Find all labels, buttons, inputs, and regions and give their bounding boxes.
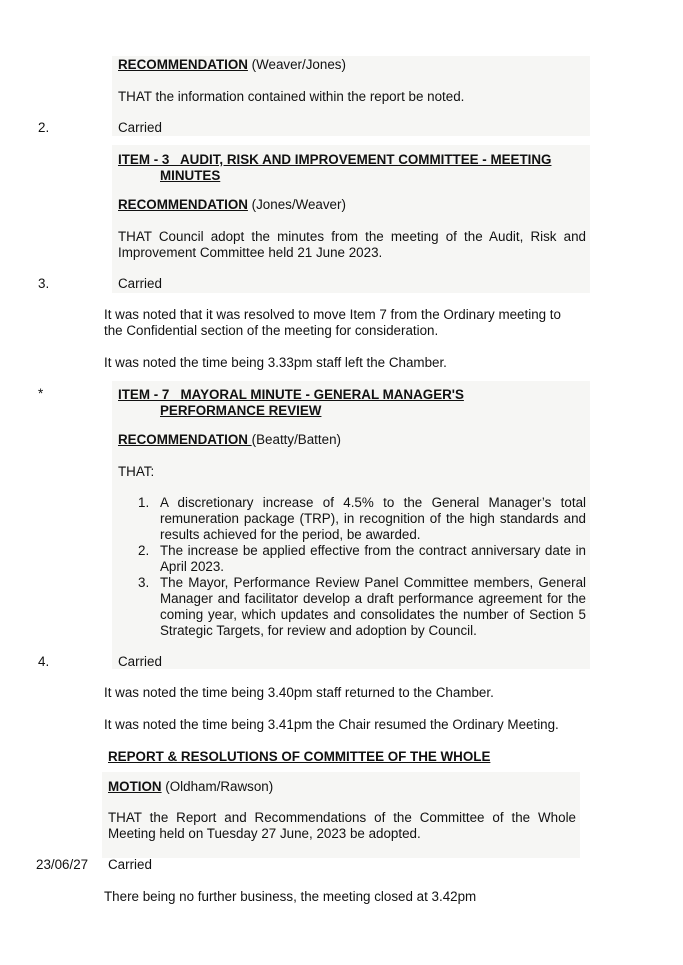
recommendation-text-2-line1: THAT Council adopt the minutes from the meeting of the Audit, Risk and <box>118 229 586 244</box>
item-3-heading-line2: MINUTES <box>160 168 221 183</box>
recommendation-line-3 <box>118 432 341 448</box>
motion-movers: (Oldham/Rawson) <box>161 779 274 794</box>
recommendation-label: RECOMMENDATION <box>118 57 248 72</box>
recommendation-movers: (Weaver/Jones) <box>247 57 346 72</box>
item-7-heading-line1: ITEM - 7 MAYORAL MINUTE - GENERAL MANAGER'S <box>118 387 464 402</box>
list-item-line: Strategic Targets, for review and adoption by Council. <box>160 623 477 638</box>
item-3-heading-line1: ITEM - 3 AUDIT, RISK AND IMPROVEMENT COMMITTEE - MEETING <box>118 152 552 167</box>
recommendation-line-2 <box>118 197 346 213</box>
recommendation-list <box>138 495 586 639</box>
carried-label-4: Carried <box>118 654 162 669</box>
recommendation-label: RECOMMENDATION <box>118 197 248 212</box>
list-item-line: Manager and facilitator develop a draft performance agreement for the <box>160 591 586 606</box>
recommendation-movers: (Jones/Weaver) <box>247 197 346 212</box>
resolution-number-3: 3. <box>38 276 50 291</box>
resolution-number-2: 2. <box>38 120 50 135</box>
list-item-line: April 2023. <box>160 559 225 574</box>
meeting-closed-note: There being no further business, the meeting closed at 3.42pm <box>104 889 477 904</box>
note-staff-returned: It was noted the time being 3.40pm staff returned to the Chamber. <box>104 685 494 700</box>
list-item-line: coming year, which updates and consolidates the number of Section 5 <box>160 607 586 622</box>
carried-label-2: Carried <box>118 120 162 135</box>
list-item-line: A discretionary increase of 4.5% to the General Manager’s total <box>160 495 586 510</box>
motion-label: MOTION <box>108 779 162 794</box>
carried-label-3: Carried <box>118 276 162 291</box>
recommendation-label: RECOMMENDATION <box>118 432 252 447</box>
list-item-number: 2. <box>138 543 150 558</box>
note-move-item-line1: It was noted that it was resolved to move Item 7 from the Ordinary meeting to <box>104 307 561 322</box>
motion-line <box>108 779 273 795</box>
resolution-number-4: 4. <box>38 654 50 669</box>
recommendation-movers: (Beatty/Batten) <box>251 432 341 447</box>
committee-of-whole-heading: REPORT & RESOLUTIONS OF COMMITTEE OF THE WHOLE <box>108 749 491 764</box>
list-item <box>138 543 586 575</box>
list-item <box>138 495 586 543</box>
recommendation-text-1: THAT the information contained within the report be noted. <box>118 89 465 104</box>
list-item-number: 1. <box>138 495 150 510</box>
note-chair-resumed: It was noted the time being 3.41pm the Chair resumed the Ordinary Meeting. <box>104 717 559 732</box>
recommendation-text-2-line2: Improvement Committee held 21 June 2023. <box>118 245 383 260</box>
note-staff-left: It was noted the time being 3.33pm staff left the Chamber. <box>104 355 447 370</box>
list-item-line: results achieved for the period, be awarded. <box>160 527 421 542</box>
motion-text-line2: Meeting held on Tuesday 27 June, 2023 be adopted. <box>108 826 421 841</box>
note-move-item-line2: the Confidential section of the meeting for consideration. <box>104 323 439 338</box>
that-label: THAT: <box>118 464 155 479</box>
confidential-marker: * <box>38 386 44 401</box>
recommendation-line-1 <box>118 57 346 73</box>
list-item <box>138 575 586 639</box>
list-item-line: The Mayor, Performance Review Panel Committee members, General <box>160 575 586 590</box>
list-item-number: 3. <box>138 575 150 590</box>
list-item-line: remuneration package (TRP), in recognition of the high standards and <box>160 511 586 526</box>
item-7-heading-line2: PERFORMANCE REVIEW <box>160 403 322 418</box>
carried-label-23-06-27: Carried <box>108 857 152 872</box>
list-item-line: The increase be applied effective from the contract anniversary date in <box>160 543 586 558</box>
resolution-number-23-06-27: 23/06/27 <box>36 857 89 872</box>
motion-text-line1: THAT the Report and Recommendations of the Committee of the Whole <box>108 810 576 825</box>
